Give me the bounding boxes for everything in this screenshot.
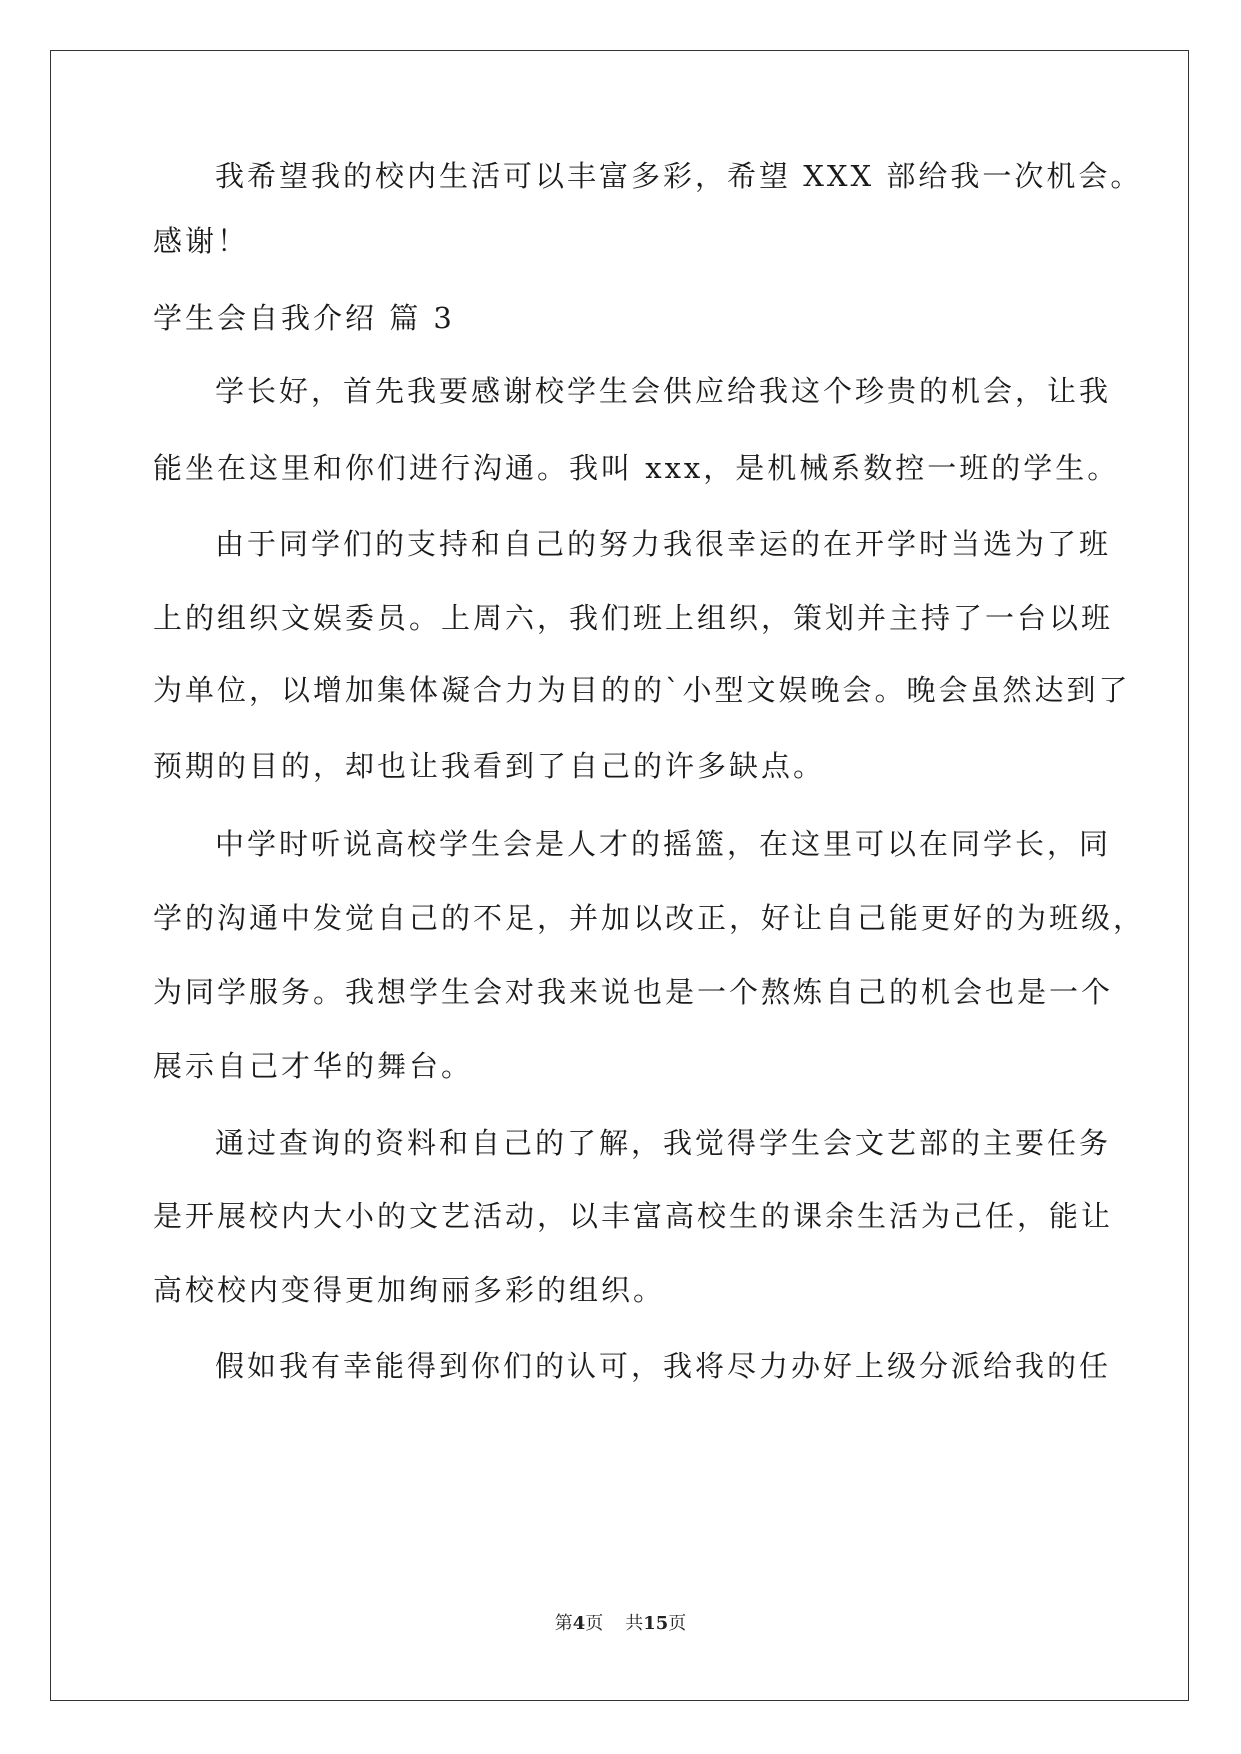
- paragraph-line: 能坐在这里和你们进行沟通。我叫 xxx，是机械系数控一班的学生。: [153, 451, 1120, 485]
- page-prefix: 第: [554, 1613, 573, 1634]
- paragraph-line: 由于同学们的支持和自己的努力我很幸运的在开学时当选为了班: [215, 527, 1112, 561]
- paragraph-line: 高校校内变得更加绚丽多彩的组织。: [153, 1273, 666, 1307]
- paragraph-line: 假如我有幸能得到你们的认可，我将尽力办好上级分派给我的任: [215, 1349, 1112, 1383]
- paragraph-line: 感谢！: [153, 224, 250, 258]
- section-heading: 学生会自我介绍 篇 3: [153, 301, 455, 335]
- paragraph-line: 展示自己才华的舞台。: [153, 1049, 474, 1083]
- paragraph-line: 学的沟通中发觉自己的不足，并加以改正，好让自己能更好的为班级，: [153, 901, 1146, 935]
- paragraph-line: 上的组织文娱委员。上周六，我们班上组织，策划并主持了一台以班: [153, 601, 1114, 635]
- total-suffix: 页: [668, 1613, 687, 1634]
- total-pages: 15: [643, 1613, 669, 1634]
- page-footer: [0, 1612, 1241, 1636]
- paragraph-line: 中学时听说高校学生会是人才的摇篮，在这里可以在同学长，同: [215, 827, 1112, 861]
- paragraph-line: 我希望我的校内生活可以丰富多彩，希望 XXX 部给我一次机会。: [215, 159, 1143, 193]
- paragraph-line: 预期的目的，却也让我看到了自己的许多缺点。: [153, 749, 826, 783]
- page-suffix: 页: [585, 1613, 604, 1634]
- paragraph-line: 为同学服务。我想学生会对我来说也是一个熬炼自己的机会也是一个: [153, 975, 1114, 1009]
- paragraph-line: 通过查询的资料和自己的了解，我觉得学生会文艺部的主要任务: [215, 1126, 1112, 1160]
- paragraph-line: 为单位，以增加集体凝合力为目的的`小型文娱晚会。晚会虽然达到了: [153, 673, 1131, 707]
- total-prefix: 共: [625, 1613, 644, 1634]
- paragraph-line: 是开展校内大小的文艺活动，以丰富高校生的课余生活为己任，能让: [153, 1199, 1114, 1233]
- paragraph-line: 学长好，首先我要感谢校学生会供应给我这个珍贵的机会，让我: [215, 374, 1112, 408]
- page-number: 4: [572, 1613, 586, 1634]
